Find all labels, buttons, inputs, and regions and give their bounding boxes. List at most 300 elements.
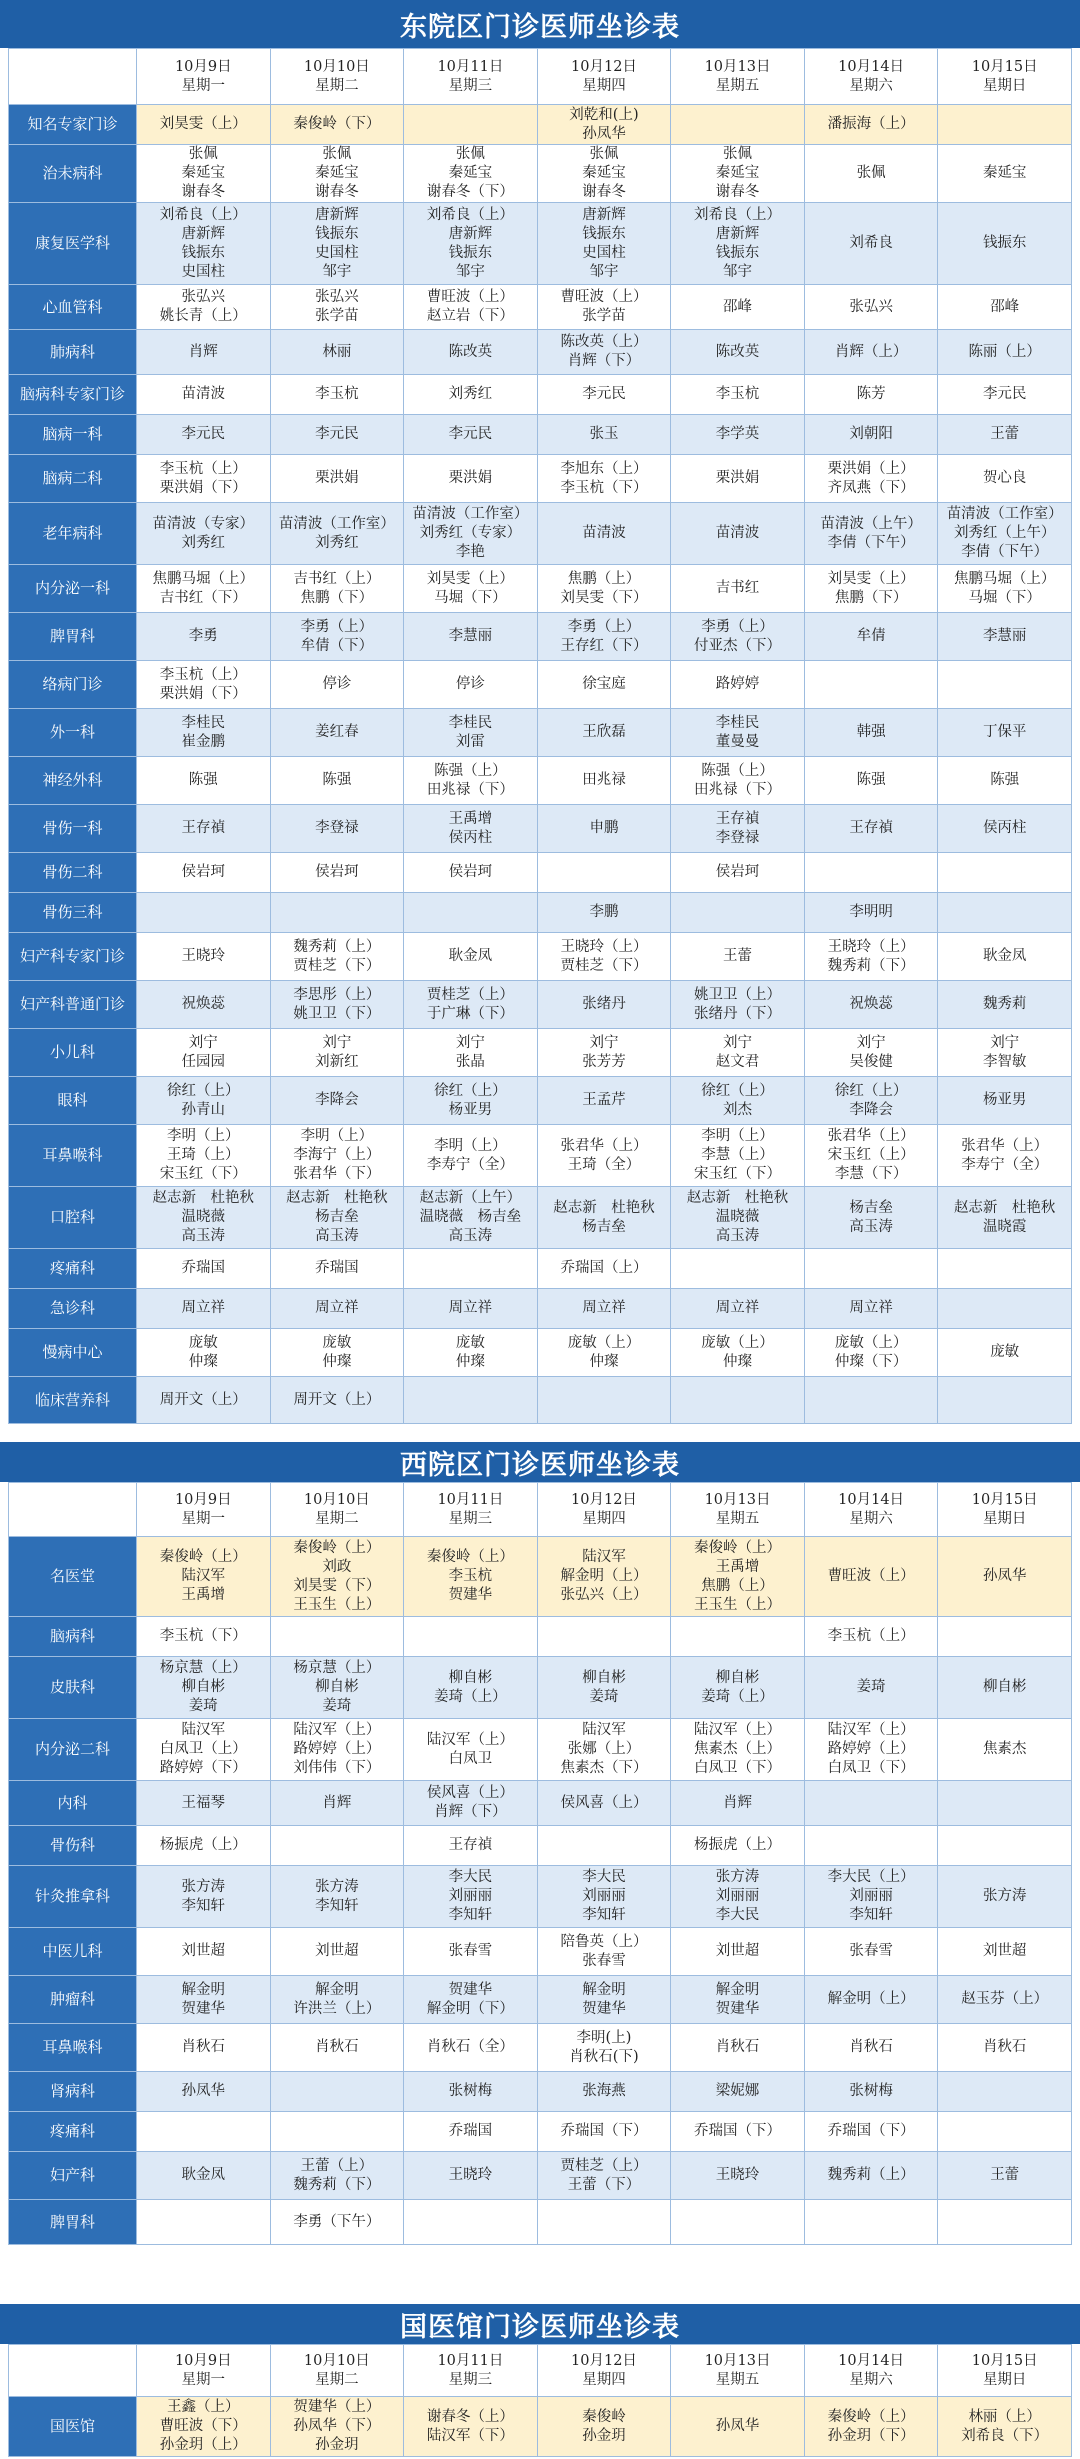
doctor-name: 栗洪娟	[315, 470, 359, 486]
doctor-name: 刘丽丽	[582, 1888, 626, 1904]
schedule-cell	[404, 2152, 538, 2200]
schedule-cell	[804, 661, 938, 709]
doctor-name: 秦俊岭（上）	[827, 2408, 915, 2425]
day-date: 10月12日	[571, 1491, 637, 1508]
table-row	[9, 1029, 1072, 1077]
schedule-cell	[537, 1781, 671, 1826]
doctor-name: 焦鹏（下）	[834, 589, 908, 606]
schedule-cell	[938, 1719, 1072, 1781]
schedule-cell	[938, 709, 1072, 757]
doctor-name: 姜琦（上）	[434, 1688, 507, 1705]
day-date: 10月13日	[704, 2352, 771, 2369]
schedule-cell	[404, 1866, 538, 1928]
doctor-name: 崔金鹏	[181, 733, 226, 750]
department-name: 耳鼻喉科	[9, 1125, 137, 1187]
day-weekday: 星期一	[181, 2371, 226, 2388]
doctor-name: 柳自彬	[982, 1679, 1027, 1695]
schedule-cell	[938, 1866, 1072, 1928]
doctor-name: 刘世超	[315, 1943, 359, 1959]
schedule-cell	[938, 1617, 1072, 1657]
department-name: 中医儿科	[9, 1928, 137, 1976]
doctor-name: 仲璨	[455, 1353, 485, 1370]
schedule-cell	[804, 2152, 938, 2200]
schedule-cell	[404, 1976, 538, 2024]
table-row	[9, 1289, 1072, 1329]
schedule-cell	[804, 1187, 938, 1249]
schedule-cell	[137, 285, 271, 330]
doctor-name: 周开文（上）	[293, 1391, 381, 1408]
doctor-name: 温晓薇 杨吉垒	[419, 1209, 522, 1225]
doctor-name: 杨亚男	[448, 1101, 493, 1118]
schedule-cell	[537, 285, 671, 330]
schedule-cell	[270, 893, 404, 933]
doctor-name: 肖辉（下）	[434, 1804, 507, 1820]
doctor-name: 路婷婷（上）	[293, 1741, 381, 1757]
schedule-cell	[537, 415, 671, 455]
doctor-name: 肖辉（下）	[567, 353, 641, 369]
schedule-cell	[137, 2200, 271, 2245]
doctor-name: 钱振东	[448, 244, 493, 261]
doctor-name: 柳自彬	[315, 1679, 359, 1695]
doctor-name: 姜琦（上）	[701, 1688, 774, 1705]
guoyiguan-schedule-table	[8, 2344, 1072, 2457]
schedule-cell	[671, 2072, 805, 2112]
doctor-name: 王晓玲（上）	[827, 938, 915, 955]
doctor-name: 周开文（上）	[159, 1391, 247, 1408]
schedule-cell	[671, 2112, 805, 2152]
schedule-cell	[804, 2112, 938, 2152]
schedule-cell	[671, 1125, 805, 1187]
doctor-name: 刘宁	[188, 1034, 218, 1051]
day-weekday: 星期六	[849, 1510, 893, 1527]
day-date: 10月15日	[971, 1491, 1038, 1508]
schedule-cell	[804, 2072, 938, 2112]
doctor-name: 侯岩珂	[448, 864, 493, 880]
schedule-cell	[804, 375, 938, 415]
table-row	[9, 613, 1072, 661]
doctor-name: 陆汉军	[582, 1722, 626, 1738]
schedule-cell	[537, 455, 671, 503]
doctor-name: 牟倩	[856, 628, 886, 644]
schedule-cell	[137, 1976, 271, 2024]
doctor-name: 吴俊健	[849, 1053, 893, 1070]
doctor-name: 付亚杰（下）	[694, 637, 782, 654]
doctor-name: 解金明	[715, 1981, 760, 1998]
schedule-cell	[404, 1289, 538, 1329]
doctor-name: 张弘兴	[315, 289, 359, 305]
doctor-name: 王欣磊	[582, 724, 626, 740]
schedule-cell	[537, 2200, 671, 2245]
day-weekday: 星期四	[582, 77, 626, 94]
schedule-cell	[270, 1657, 404, 1719]
schedule-cell	[804, 757, 938, 805]
day-date: 10月14日	[838, 1491, 905, 1508]
doctor-name: 杨京慧（上）	[293, 1660, 381, 1676]
doctor-name: 王琦（上）	[167, 1147, 240, 1163]
department-name: 外一科	[9, 709, 137, 757]
schedule-cell	[270, 1125, 404, 1187]
day-weekday: 星期二	[315, 77, 359, 94]
schedule-cell	[137, 565, 271, 613]
doctor-name: 焦鹏（下）	[300, 589, 374, 606]
department-name: 妇产科专家门诊	[9, 933, 137, 981]
department-name: 疼痛科	[9, 2112, 137, 2152]
day-date: 10月10日	[303, 2352, 370, 2369]
east-section-title: 东院区门诊医师坐诊表	[0, 0, 1080, 48]
doctor-name: 柳自彬	[715, 1669, 760, 1686]
doctor-name: 焦素杰（下）	[560, 1760, 648, 1776]
schedule-cell	[137, 981, 271, 1029]
table-row	[9, 893, 1072, 933]
doctor-name: 秦俊岭（上）	[694, 1539, 782, 1556]
doctor-name: 王存禎	[849, 820, 893, 836]
doctor-name: 乔瑞国	[315, 1260, 359, 1276]
doctor-name: 李元民	[181, 426, 226, 442]
doctor-name: 齐凤燕（下）	[827, 479, 915, 496]
schedule-cell	[270, 805, 404, 853]
schedule-cell	[537, 1289, 671, 1329]
doctor-name: 秦俊岭（下）	[293, 116, 381, 132]
schedule-cell	[804, 2397, 938, 2457]
doctor-name: 张树梅	[849, 2083, 893, 2099]
day-weekday: 星期一	[181, 77, 226, 94]
schedule-cell	[404, 1657, 538, 1719]
schedule-cell	[270, 105, 404, 145]
doctor-name: 张春雪	[849, 1943, 893, 1959]
schedule-cell	[537, 105, 671, 145]
schedule-cell	[404, 285, 538, 330]
table-row	[9, 757, 1072, 805]
doctor-name: 白凤卫（下）	[694, 1760, 782, 1776]
doctor-name: 路婷婷（上）	[827, 1741, 915, 1757]
schedule-cell	[938, 1289, 1072, 1329]
schedule-cell	[404, 709, 538, 757]
table-row	[9, 285, 1072, 330]
schedule-cell	[137, 1289, 271, 1329]
schedule-cell	[671, 565, 805, 613]
doctor-name: 仲璨	[188, 1353, 218, 1370]
schedule-cell	[537, 1125, 671, 1187]
schedule-cell	[804, 145, 938, 203]
doctor-name: 白凤卫（上）	[159, 1741, 247, 1757]
table-row	[9, 981, 1072, 1029]
day-header	[537, 49, 671, 105]
doctor-name: 张春雪	[582, 1952, 626, 1969]
table-row	[9, 1781, 1072, 1826]
schedule-cell	[137, 661, 271, 709]
table-row	[9, 1077, 1072, 1125]
doctor-name: 肖辉	[188, 343, 218, 360]
doctor-name: 陆汉军（上）	[694, 1722, 782, 1738]
doctor-name: 李玉杭	[448, 1568, 493, 1584]
doctor-name: 李勇	[188, 628, 218, 644]
schedule-cell	[938, 1976, 1072, 2024]
doctor-name: 李桂民	[181, 714, 226, 731]
schedule-cell	[404, 981, 538, 1029]
schedule-cell	[804, 1289, 938, 1329]
doctor-name: 苗清波	[582, 525, 626, 541]
schedule-cell	[270, 981, 404, 1029]
schedule-cell	[537, 2024, 671, 2072]
department-name: 内分泌二科	[9, 1719, 137, 1781]
schedule-cell	[270, 285, 404, 330]
schedule-cell	[404, 1719, 538, 1781]
doctor-name: 李学英	[715, 426, 760, 442]
department-name: 耳鼻喉科	[9, 2024, 137, 2072]
doctor-name: 秦延宝	[181, 165, 226, 181]
schedule-cell	[404, 1329, 538, 1377]
doctor-name: 温晓薇	[181, 1209, 226, 1225]
schedule-cell	[137, 1866, 271, 1928]
doctor-name: 李寿宁（全）	[961, 1156, 1049, 1173]
day-weekday: 星期三	[448, 77, 493, 94]
doctor-name: 史国柱	[582, 244, 626, 261]
table-row	[9, 375, 1072, 415]
doctor-name: 陈强	[322, 772, 352, 788]
doctor-name: 王禹增	[715, 1558, 760, 1575]
schedule-cell	[404, 503, 538, 565]
schedule-cell	[404, 2200, 538, 2245]
day-header	[137, 1483, 271, 1537]
schedule-cell	[404, 1249, 538, 1289]
schedule-cell	[270, 709, 404, 757]
schedule-cell	[137, 933, 271, 981]
schedule-cell	[671, 1781, 805, 1826]
doctor-name: 贺建华	[448, 1981, 493, 1998]
doctor-name: 肖辉（上）	[834, 343, 908, 360]
doctor-name: 李大民	[715, 1907, 760, 1923]
schedule-cell	[804, 1125, 938, 1187]
schedule-cell	[938, 2072, 1072, 2112]
doctor-name: 张春雪	[448, 1943, 493, 1959]
schedule-cell	[804, 503, 938, 565]
doctor-name: 孙青山	[181, 1101, 226, 1118]
table-row	[9, 203, 1072, 285]
schedule-cell	[938, 1329, 1072, 1377]
department-name: 疼痛科	[9, 1249, 137, 1289]
department-name: 内科	[9, 1781, 137, 1826]
schedule-cell	[804, 981, 938, 1029]
doctor-name: 周立祥	[715, 1300, 760, 1316]
doctor-name: 李明（上）	[701, 1128, 774, 1144]
schedule-cell	[137, 1719, 271, 1781]
doctor-name: 秦俊岭（上）	[426, 1549, 514, 1565]
doctor-name: 唐新辉	[715, 225, 760, 242]
doctor-name: 刘杰	[723, 1101, 753, 1118]
doctor-name: 田兆禄	[582, 772, 626, 788]
schedule-cell	[137, 375, 271, 415]
schedule-cell	[537, 203, 671, 285]
schedule-cell	[671, 285, 805, 330]
doctor-name: 吉书红	[715, 580, 760, 596]
table-row	[9, 1125, 1072, 1187]
schedule-cell	[804, 565, 938, 613]
schedule-cell	[671, 2200, 805, 2245]
schedule-cell	[537, 709, 671, 757]
table-row	[9, 933, 1072, 981]
doctor-name: 仲璨（下）	[834, 1353, 908, 1370]
doctor-name: 陈改英（上）	[560, 334, 648, 350]
doctor-name: 李慧（下）	[834, 1166, 908, 1182]
table-row	[9, 853, 1072, 893]
doctor-name: 刘宁	[856, 1034, 886, 1051]
doctor-name: 肖秋石	[982, 2039, 1027, 2055]
doctor-name: 侯岩珂	[315, 864, 359, 880]
department-name: 脾胃科	[9, 613, 137, 661]
doctor-name: 王存禎	[715, 810, 760, 827]
department-name: 皮肤科	[9, 1657, 137, 1719]
doctor-name: 张君华（下）	[293, 1166, 381, 1182]
doctor-name: 张君华（上）	[961, 1137, 1049, 1154]
doctor-name: 曹旺波（下）	[159, 2418, 247, 2434]
department-name: 妇产科普通门诊	[9, 981, 137, 1029]
doctor-name: 李海宁（上）	[293, 1147, 381, 1163]
day-weekday: 星期六	[849, 2371, 893, 2388]
doctor-name: 乔瑞国（下）	[560, 2123, 648, 2139]
doctor-name: 贺心良	[982, 470, 1027, 486]
doctor-name: 焦鹏马堀（上）	[953, 570, 1056, 587]
schedule-cell	[938, 1187, 1072, 1249]
doctor-name: 谢春冬	[715, 184, 760, 200]
schedule-cell	[671, 1866, 805, 1928]
schedule-cell	[137, 1928, 271, 1976]
table-row	[9, 1928, 1072, 1976]
doctor-name: 苗清波（上午）	[820, 515, 922, 532]
day-date: 10月15日	[971, 58, 1038, 75]
day-header	[938, 2345, 1072, 2397]
doctor-name: 李桂民	[448, 714, 493, 731]
doctor-name: 李大民（上）	[827, 1869, 915, 1885]
table-row	[9, 2112, 1072, 2152]
day-header	[938, 49, 1072, 105]
doctor-name: 刘宁	[723, 1034, 753, 1051]
doctor-name: 苗清波	[181, 386, 226, 402]
doctor-name: 张学苗	[315, 308, 359, 324]
schedule-cell	[938, 503, 1072, 565]
schedule-cell	[270, 2200, 404, 2245]
schedule-cell	[270, 2072, 404, 2112]
header-row	[9, 49, 1072, 105]
table-row	[9, 1249, 1072, 1289]
doctor-name: 史国柱	[315, 244, 359, 261]
day-weekday: 星期一	[181, 1510, 226, 1527]
doctor-name: 栗洪娟	[715, 470, 760, 486]
table-row	[9, 1719, 1072, 1781]
doctor-name: 贺建华	[582, 2000, 626, 2017]
schedule-cell	[137, 1826, 271, 1866]
header-label: 日期/科室	[9, 2345, 137, 2397]
schedule-cell	[671, 2024, 805, 2072]
doctor-name: 解金明（上）	[560, 1568, 648, 1584]
doctor-name: 李知轩	[582, 1907, 626, 1923]
day-date: 10月14日	[838, 2352, 905, 2369]
schedule-cell	[270, 2112, 404, 2152]
schedule-cell	[938, 203, 1072, 285]
doctor-name: 庞敏（上）	[567, 1334, 641, 1351]
doctor-name: 王晓玲	[448, 2167, 493, 2183]
schedule-cell	[671, 1657, 805, 1719]
doctor-name: 王晓玲	[181, 948, 226, 964]
table-row	[9, 2072, 1072, 2112]
doctor-name: 白凤卫（下）	[827, 1760, 915, 1776]
schedule-cell	[671, 2152, 805, 2200]
schedule-cell	[137, 1249, 271, 1289]
doctor-name: 周立祥	[849, 1300, 893, 1316]
doctor-name: 魏秀莉	[982, 996, 1027, 1012]
schedule-cell	[404, 853, 538, 893]
schedule-cell	[270, 613, 404, 661]
doctor-name: 邵峰	[990, 298, 1020, 315]
doctor-name: 孙凤华	[982, 1568, 1027, 1584]
doctor-name: 李慧丽	[448, 628, 493, 644]
schedule-cell	[404, 1781, 538, 1826]
doctor-name: 张弘兴	[849, 298, 893, 315]
doctor-name: 陈强	[188, 772, 218, 788]
doctor-name: 孙金玥（下）	[827, 2427, 915, 2444]
doctor-name: 解金明（下）	[426, 2000, 514, 2017]
schedule-cell	[804, 415, 938, 455]
schedule-cell	[537, 2152, 671, 2200]
doctor-name: 侯风喜（上）	[426, 1785, 514, 1801]
doctor-name: 韩强	[856, 724, 886, 740]
doctor-name: 孙凤华	[582, 125, 626, 142]
day-date: 10月13日	[704, 58, 771, 75]
table-row	[9, 105, 1072, 145]
table-row	[9, 145, 1072, 203]
doctor-name: 庞敏	[322, 1334, 352, 1351]
doctor-name: 刘乾和(上)	[569, 106, 639, 123]
day-header	[404, 2345, 538, 2397]
department-name: 针灸推拿科	[9, 1866, 137, 1928]
schedule-cell	[671, 1077, 805, 1125]
doctor-name: 林丽（上）	[968, 2408, 1041, 2425]
schedule-cell	[404, 893, 538, 933]
schedule-cell	[537, 757, 671, 805]
department-name: 名医堂	[9, 1537, 137, 1617]
day-date: 10月11日	[437, 2352, 504, 2369]
schedule-cell	[938, 415, 1072, 455]
doctor-name: 丁保平	[982, 724, 1027, 740]
department-name: 络病门诊	[9, 661, 137, 709]
schedule-cell	[270, 1377, 404, 1424]
doctor-name: 陈改英	[715, 343, 760, 360]
schedule-cell	[537, 1029, 671, 1077]
doctor-name: 耿金凤	[982, 948, 1027, 964]
schedule-cell	[537, 565, 671, 613]
doctor-name: 钱振东	[181, 244, 226, 261]
doctor-name: 侯岩珂	[181, 864, 226, 880]
doctor-name: 王蕾	[723, 948, 753, 964]
schedule-cell	[404, 1187, 538, 1249]
table-row	[9, 661, 1072, 709]
doctor-name: 祝焕蕊	[849, 996, 893, 1012]
doctor-name: 王福琴	[181, 1794, 226, 1811]
schedule-cell	[537, 1187, 671, 1249]
doctor-name: 李元民	[582, 386, 626, 402]
doctor-name: 贾桂芝（上）	[426, 986, 514, 1003]
doctor-name: 李寿宁（全）	[426, 1156, 514, 1173]
schedule-cell	[804, 853, 938, 893]
doctor-name: 柳自彬	[181, 1679, 226, 1695]
doctor-name: 谢春冬	[181, 184, 226, 200]
doctor-name: 刘雷	[455, 733, 485, 750]
schedule-cell	[137, 1537, 271, 1617]
day-date: 10月12日	[571, 58, 637, 75]
schedule-cell	[804, 1377, 938, 1424]
schedule-cell	[137, 330, 271, 375]
day-date: 10月12日	[571, 2352, 637, 2369]
table-row	[9, 1537, 1072, 1617]
